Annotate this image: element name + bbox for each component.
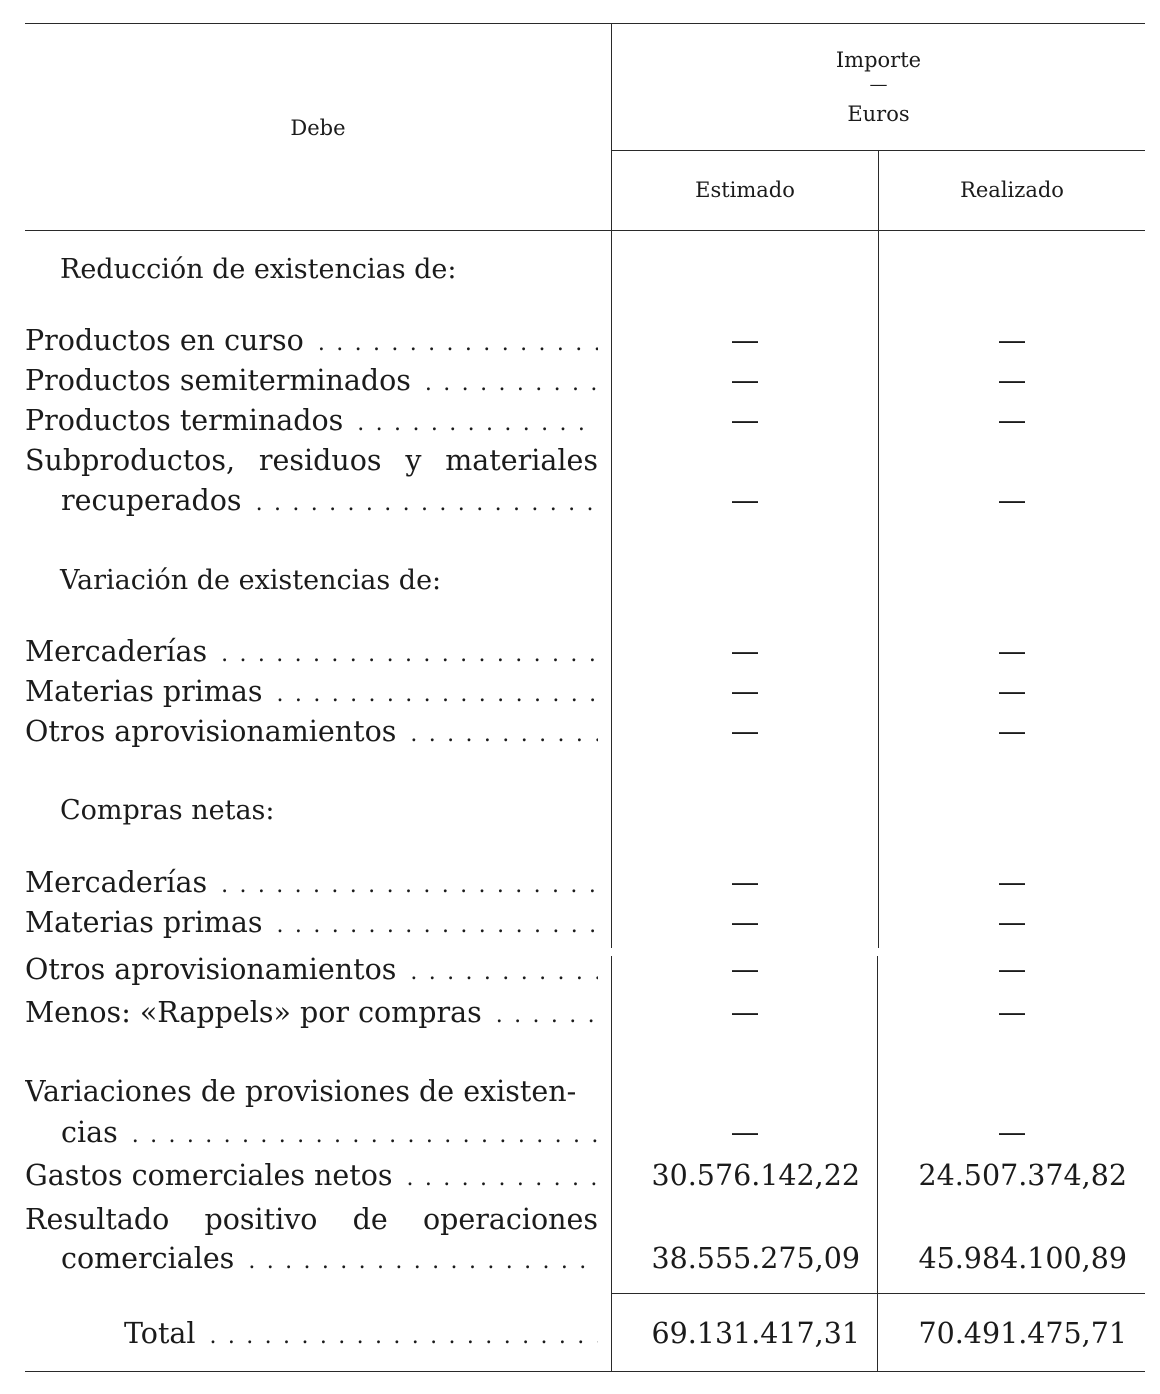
cell-realizado: — <box>997 715 1027 748</box>
cell-estimado: — <box>730 715 760 748</box>
cell-realizado: 24.507.374,82 <box>918 1159 1127 1192</box>
row-productos-semiterminados <box>25 364 598 401</box>
row-var-materias-primas <box>25 675 598 712</box>
cell-estimado: 30.576.142,22 <box>651 1159 860 1192</box>
row-productos-en-curso <box>25 324 598 361</box>
header-importe-dash: — <box>869 74 888 95</box>
total-label: Total <box>124 1317 196 1350</box>
cell-realizado: — <box>997 635 1027 668</box>
row-provisiones-line2 <box>61 1116 598 1153</box>
header-debe: Debe <box>290 116 346 140</box>
total-top-rule <box>612 1293 1145 1294</box>
row-label-word: residuos <box>258 444 382 477</box>
row-label: Gastos comerciales netos <box>25 1159 393 1192</box>
row-label: Productos terminados <box>25 404 344 437</box>
row-rappels <box>25 996 598 1033</box>
row-label: Materias primas <box>25 906 263 939</box>
cell-realizado: — <box>997 324 1027 357</box>
row-var-mercaderias <box>25 635 598 672</box>
column-divider-values <box>878 150 879 948</box>
row-comp-otros <box>25 953 598 990</box>
row-label: Variaciones de provisiones de existen- <box>25 1075 577 1108</box>
row-label-word: positivo <box>204 1203 318 1236</box>
cell-realizado: — <box>997 1116 1027 1149</box>
row-label-word: y <box>405 444 422 477</box>
row-var-otros <box>25 715 598 752</box>
cell-realizado: — <box>997 906 1027 939</box>
total-realizado: 70.491.475,71 <box>918 1317 1127 1350</box>
cell-realizado: — <box>997 866 1027 899</box>
cell-estimado: — <box>730 364 760 397</box>
row-label-word: Subproductos, <box>25 444 236 477</box>
row-gastos <box>25 1159 598 1196</box>
section-variacion: Variación de existencias de: <box>60 565 442 596</box>
row-label: cias <box>61 1116 118 1149</box>
cell-estimado: — <box>730 484 760 517</box>
row-comp-materias-primas <box>25 906 598 943</box>
row-label: Productos en curso <box>25 324 304 357</box>
row-label: recuperados <box>61 484 242 517</box>
row-label-word: de <box>352 1203 388 1236</box>
row-total <box>124 1317 598 1354</box>
header-importe: Importe <box>835 48 922 72</box>
section-reduccion: Reducción de existencias de: <box>60 254 457 285</box>
cell-estimado: — <box>730 906 760 939</box>
row-label-word: materiales <box>445 444 598 477</box>
row-resultado-line1 <box>25 1203 598 1237</box>
row-label: Materias primas <box>25 675 263 708</box>
row-label: Otros aprovisionamientos <box>25 715 397 748</box>
table-top-rule <box>25 23 1145 24</box>
cell-realizado: — <box>997 675 1027 708</box>
cell-estimado: — <box>730 404 760 437</box>
row-label: Productos semiterminados <box>25 364 411 397</box>
cell-realizado: — <box>997 404 1027 437</box>
row-resultado-line2 <box>61 1242 598 1279</box>
row-label: Menos: «Rappels» por compras <box>25 996 482 1029</box>
cell-realizado: — <box>997 996 1027 1029</box>
row-label: Otros aprovisionamientos <box>25 953 397 986</box>
row-productos-terminados <box>25 404 598 441</box>
row-label: comerciales <box>61 1242 235 1275</box>
row-label-word: operaciones <box>423 1203 598 1236</box>
header-realizado: Realizado <box>960 178 1064 202</box>
row-label: Mercaderías <box>25 635 208 668</box>
cell-estimado: — <box>730 953 760 986</box>
table-bottom-rule <box>25 1371 1145 1372</box>
cell-estimado: — <box>730 866 760 899</box>
row-label: Mercaderías <box>25 866 208 899</box>
cell-estimado: — <box>730 675 760 708</box>
cell-realizado: — <box>997 484 1027 517</box>
header-euros: Euros <box>847 102 910 126</box>
total-estimado: 69.131.417,31 <box>651 1317 860 1350</box>
header-estimado: Estimado <box>695 178 795 202</box>
section-compras: Compras netas: <box>60 795 275 826</box>
cell-realizado: — <box>997 953 1027 986</box>
cell-realizado: 45.984.100,89 <box>918 1242 1127 1275</box>
cell-estimado: — <box>730 996 760 1029</box>
cell-estimado: 38.555.275,09 <box>651 1242 860 1275</box>
row-subproductos-line2 <box>61 484 598 521</box>
row-subproductos-line1 <box>25 444 598 478</box>
cell-estimado: — <box>730 1116 760 1149</box>
row-label-word: Resultado <box>25 1203 170 1236</box>
row-provisiones-line1 <box>25 1075 598 1109</box>
cell-estimado: — <box>730 324 760 357</box>
header-bottom-rule <box>25 230 1145 231</box>
row-comp-mercaderias <box>25 866 598 903</box>
cell-realizado: — <box>997 364 1027 397</box>
cell-estimado: — <box>730 635 760 668</box>
